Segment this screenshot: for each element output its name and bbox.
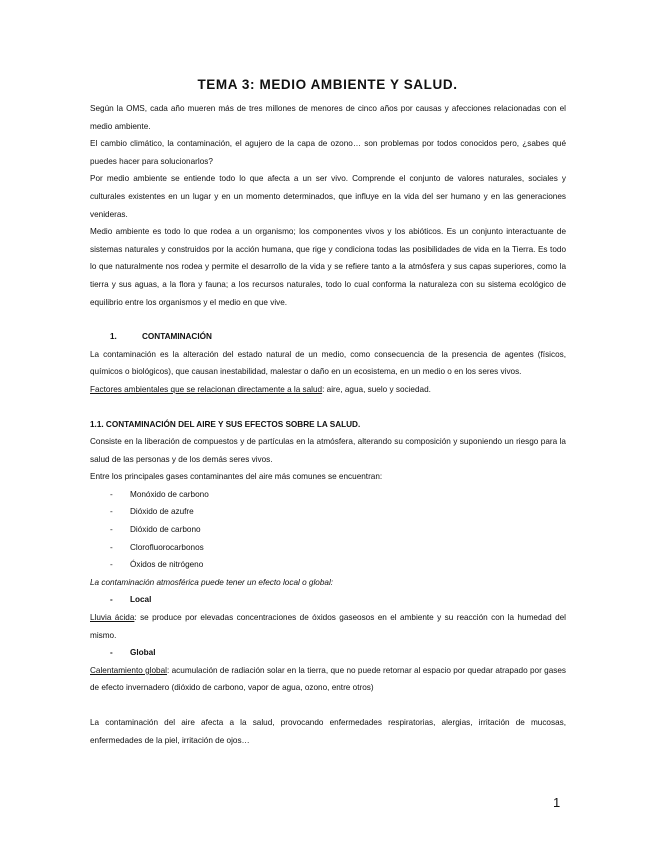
lluvia-paragraph xyxy=(90,609,566,644)
list-item xyxy=(90,644,566,662)
lluvia-label: Lluvia ácida xyxy=(90,613,135,623)
intro-paragraph-4: Medio ambiente es todo lo que rodea a un organismo; los componentes vivos y los abióticos. Es un conjunto interactuante de sistemas naturales y construidos por la acción humana, que rige y condiciona todas las posibilidades de vida en la Tierra. Es todo lo que naturalmente nos rodea y permite el desarrollo de la vida y se refiere tanto a la atmósfera y sus capas superiores, como la tierra y sus aguas, a la flora y fauna; a los recursos naturales, todo lo cual conforma la naturaleza con su sistema ecológico de equilibrio entre los organismos y el medio en que vive. xyxy=(90,227,566,307)
factors-label: Factores ambientales que se relacionan directamente a la salud xyxy=(90,384,323,394)
lluvia-text: : se produce por elevadas concentraciones de óxidos gaseosos en el ambiente y su reacción con la humedad del mismo. xyxy=(90,613,566,640)
local-list xyxy=(90,591,566,609)
gases-list xyxy=(90,486,566,574)
factors-paragraph xyxy=(90,381,566,399)
intro-paragraph-3: Por medio ambiente se entiende todo lo que afecta a un ser vivo. Comprende el conjunto de valores naturales, sociales y culturales existentes en un lugar y en un momento determinados, que influye en la vida del ser humano y en las generaciones venideras. xyxy=(90,174,566,219)
list-dash: - xyxy=(110,595,113,605)
calentamiento-paragraph xyxy=(90,662,566,697)
global-label: Global xyxy=(130,648,156,658)
gas-name: Dióxido de azufre xyxy=(130,507,194,517)
list-dash: - xyxy=(110,507,113,517)
section-1-1-paragraph-1: Consiste en la liberación de compuestos y de partículas en la atmósfera, alterando su composición y suponiendo un riesgo para la salud de las personas y de los demás seres vivos. xyxy=(90,437,566,464)
list-dash: - xyxy=(110,648,113,658)
global-list xyxy=(90,644,566,662)
section-1-1-paragraph-2: Entre los principales gases contaminantes del aire más comunes se encuentran: xyxy=(90,472,383,482)
factors-text: : aire, agua, suelo y sociedad. xyxy=(322,384,431,394)
local-label: Local xyxy=(130,595,152,605)
gas-name: Óxidos de nitrógeno xyxy=(130,560,204,570)
list-item xyxy=(90,539,566,557)
list-dash: - xyxy=(110,542,113,552)
effect-intro: La contaminación atmosférica puede tener un efecto local o global: xyxy=(90,577,334,587)
page-number: 1 xyxy=(553,795,561,810)
list-item xyxy=(90,503,566,521)
list-item xyxy=(90,521,566,539)
list-dash: - xyxy=(110,525,113,535)
gas-name: Monóxido de carbono xyxy=(130,489,209,499)
list-dash: - xyxy=(110,489,113,499)
section-1-1-heading: 1.1. CONTAMINACIÓN DEL AIRE Y SUS EFECTOS SOBRE LA SALUD. xyxy=(90,419,361,429)
intro-paragraph-1: Según la OMS, cada año mueren más de tres millones de menores de cinco años por causas y afecciones relacionadas con el medio ambiente. xyxy=(90,104,566,131)
list-item xyxy=(90,486,566,504)
document-title: TEMA 3: MEDIO AMBIENTE Y SALUD. xyxy=(197,77,458,92)
gas-name: Clorofluorocarbonos xyxy=(130,542,204,552)
gas-name: Dióxido de carbono xyxy=(130,525,201,535)
calentamiento-label: Calentamiento global xyxy=(90,665,167,675)
list-item xyxy=(90,556,566,574)
list-item xyxy=(90,591,566,609)
calentamiento-text: : acumulación de radiación solar en la tierra, que no puede retornar al espacio por quedar atrapado por gases de efecto invernadero (dióxido de carbono, vapor de agua, ozono, entre otros) xyxy=(90,665,567,693)
section-1-paragraph: La contaminación es la alteración del estado natural de un medio, como consecuencia de la presencia de agentes (físicos, químicos o biológicos), que causan inestabilidad, malestar o daño en un ecosistema, en un medio o en los seres vivos. xyxy=(90,349,566,377)
section-1-number: 1. xyxy=(110,332,117,342)
intro-paragraph-2: El cambio climático, la contaminación, el agujero de la capa de ozono… son problemas por todos conocidos pero, ¿sabes qué puedes hacer para solucionarlos? xyxy=(90,139,566,166)
section-1-title: CONTAMINACIÓN xyxy=(142,332,212,342)
section-1-heading xyxy=(90,328,566,346)
list-dash: - xyxy=(110,560,113,570)
document-body xyxy=(90,100,566,749)
health-paragraph: La contaminación del aire afecta a la salud, provocando enfermedades respiratorias, alergias, irritación de mucosas, enfermedades de la piel, irritación de ojos… xyxy=(90,718,566,745)
